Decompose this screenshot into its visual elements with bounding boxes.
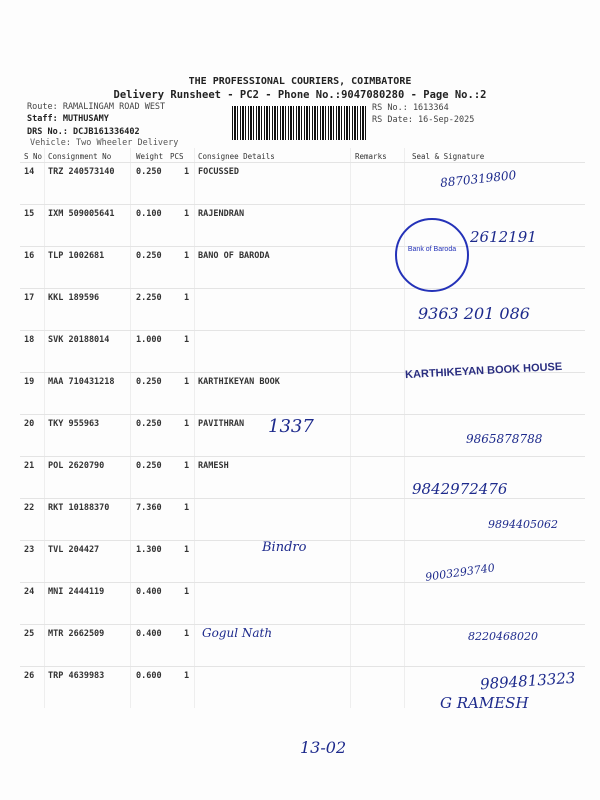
row-weight: 2.250 bbox=[136, 293, 162, 303]
row-weight: 0.250 bbox=[136, 377, 162, 387]
row-weight: 0.250 bbox=[136, 251, 162, 261]
row-sno: 15 bbox=[24, 209, 35, 219]
vehicle: Vehicle: Two Wheeler Delivery bbox=[30, 138, 179, 148]
row-pcs: 1 bbox=[184, 251, 190, 261]
col-sno: S No bbox=[24, 152, 43, 161]
row-consignment-no: KKL 189596 bbox=[48, 293, 100, 303]
handwritten-phone: 9894813323 bbox=[479, 668, 576, 694]
row-consignment-no: MTR 2662509 bbox=[48, 629, 105, 639]
handwritten-phone: 9842972476 bbox=[412, 480, 508, 498]
handwritten-name: G RAMESH bbox=[440, 694, 529, 712]
row-sno: 25 bbox=[24, 629, 35, 639]
row-pcs: 1 bbox=[184, 335, 190, 345]
row-consignment-no: TKY 955963 bbox=[48, 419, 100, 429]
route: Route: RAMALINGAM ROAD WEST bbox=[27, 102, 166, 112]
table-row bbox=[20, 582, 585, 625]
runsheet-subtitle: Delivery Runsheet - PC2 - Phone No.:9047080280 - Page No.:2 bbox=[113, 89, 487, 101]
row-consignment-no: MNI 2444119 bbox=[48, 587, 105, 597]
handwritten-note: 2612191 bbox=[470, 228, 537, 246]
row-sno: 22 bbox=[24, 503, 35, 513]
row-weight: 1.000 bbox=[136, 335, 162, 345]
row-sno: 17 bbox=[24, 293, 35, 303]
row-consignment-no: MAA 710431218 bbox=[48, 377, 115, 387]
row-weight: 7.360 bbox=[136, 503, 162, 513]
row-pcs: 1 bbox=[184, 167, 190, 177]
row-pcs: 1 bbox=[184, 461, 190, 471]
row-sno: 24 bbox=[24, 587, 35, 597]
row-consignee: RAJENDRAN bbox=[198, 209, 245, 219]
row-pcs: 1 bbox=[184, 209, 190, 219]
col-consignment: Consignment No bbox=[48, 152, 112, 161]
row-weight: 1.300 bbox=[136, 545, 162, 555]
row-sno: 16 bbox=[24, 251, 35, 261]
row-pcs: 1 bbox=[184, 629, 190, 639]
drs-number: DRS No.: DCJB161336402 bbox=[27, 127, 140, 137]
row-consignment-no: TRZ 240573140 bbox=[48, 167, 115, 177]
table-row bbox=[20, 372, 585, 415]
row-weight: 0.600 bbox=[136, 671, 162, 681]
barcode bbox=[232, 106, 366, 140]
row-pcs: 1 bbox=[184, 377, 190, 387]
row-pcs: 1 bbox=[184, 419, 190, 429]
row-sno: 26 bbox=[24, 671, 35, 681]
row-pcs: 1 bbox=[184, 293, 190, 303]
table-row bbox=[20, 246, 585, 289]
row-consignment-no: IXM 509005641 bbox=[48, 209, 115, 219]
handwritten-phone: 9865878788 bbox=[466, 432, 543, 446]
handwritten-phone: 8870319800 bbox=[439, 168, 517, 190]
row-pcs: 1 bbox=[184, 503, 190, 513]
col-pcs: PCS bbox=[170, 152, 184, 161]
row-weight: 0.250 bbox=[136, 419, 162, 429]
row-consignment-no: TRP 4639983 bbox=[48, 671, 105, 681]
row-sno: 14 bbox=[24, 167, 35, 177]
col-remarks: Remarks bbox=[355, 152, 387, 161]
rs-number: RS No.: 1613364 bbox=[372, 103, 449, 113]
row-consignee: FOCUSSED bbox=[198, 167, 239, 177]
handwritten-phone: 9894405062 bbox=[488, 518, 558, 531]
row-weight: 0.100 bbox=[136, 209, 162, 219]
col-seal: Seal & Signature bbox=[412, 152, 485, 161]
company-title: THE PROFESSIONAL COURIERS, COIMBATORE bbox=[188, 76, 412, 87]
col-weight: Weight bbox=[136, 152, 164, 161]
row-consignment-no: POL 2620790 bbox=[48, 461, 105, 471]
row-consignee: KARTHIKEYAN BOOK bbox=[198, 377, 280, 387]
handwritten-phone: 8220468020 bbox=[468, 630, 538, 643]
row-weight: 0.250 bbox=[136, 461, 162, 471]
row-consignment-no: TLP 1002681 bbox=[48, 251, 105, 261]
row-consignment-no: SVK 20188014 bbox=[48, 335, 110, 345]
row-sno: 20 bbox=[24, 419, 35, 429]
row-consignment-no: RKT 10188370 bbox=[48, 503, 110, 513]
bank-stamp: Bank of Baroda bbox=[395, 218, 469, 292]
row-pcs: 1 bbox=[184, 545, 190, 555]
handwritten-phone: 9003293740 bbox=[424, 561, 496, 584]
row-weight: 0.250 bbox=[136, 167, 162, 177]
handwritten-phone: 9363 201 086 bbox=[418, 304, 530, 323]
row-consignee: PAVITHRAN bbox=[198, 419, 245, 429]
staff: Staff: MUTHUSAMY bbox=[27, 114, 109, 124]
rs-date: RS Date: 16-Sep-2025 bbox=[372, 115, 475, 125]
row-consignee: BANO OF BARODA bbox=[198, 251, 270, 261]
row-consignment-no: TVL 204427 bbox=[48, 545, 100, 555]
row-weight: 0.400 bbox=[136, 587, 162, 597]
row-sno: 19 bbox=[24, 377, 35, 387]
row-pcs: 1 bbox=[184, 587, 190, 597]
row-sno: 21 bbox=[24, 461, 35, 471]
book-house-stamp: KARTHIKEYAN BOOK HOUSE bbox=[404, 360, 563, 382]
handwritten-name: Bindro bbox=[262, 540, 307, 555]
handwritten-name: Gogul Nath bbox=[202, 626, 273, 640]
row-sno: 18 bbox=[24, 335, 35, 345]
row-weight: 0.400 bbox=[136, 629, 162, 639]
col-consignee: Consignee Details bbox=[198, 152, 275, 161]
row-pcs: 1 bbox=[184, 671, 190, 681]
handwritten-note: 1337 bbox=[268, 416, 314, 437]
handwritten-note: 13-02 bbox=[300, 738, 347, 757]
row-consignee: RAMESH bbox=[198, 461, 229, 471]
row-sno: 23 bbox=[24, 545, 35, 555]
